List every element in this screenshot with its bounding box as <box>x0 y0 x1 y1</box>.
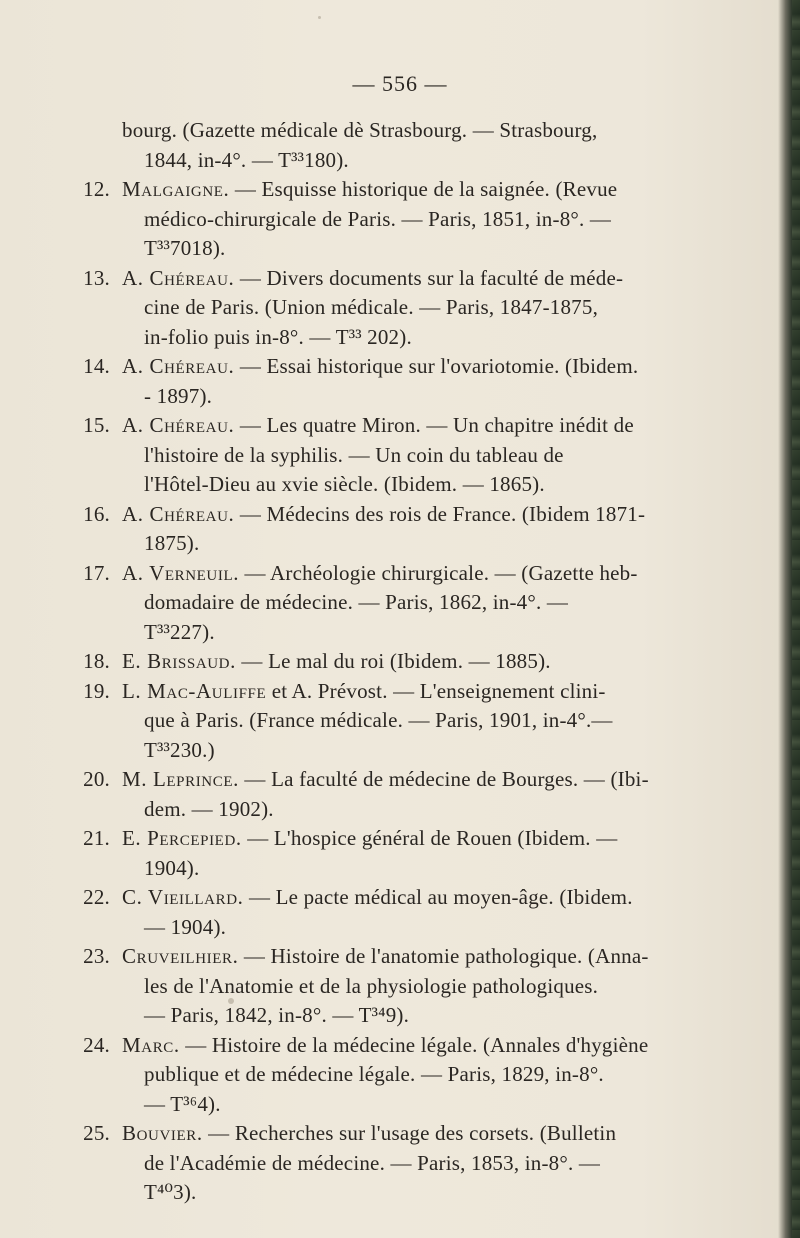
entry-line: bourg. (Gazette médicale dè Strasbourg. — Strasbourg, <box>122 118 598 142</box>
bibliography-entry <box>58 765 728 824</box>
entry-author: Bouvier. <box>122 1121 203 1145</box>
entry-author: Cruveilhier. <box>122 944 239 968</box>
entry-title: et A. Prévost. — L'enseignement clini- <box>271 678 606 703</box>
entry-title: — Les quatre Miron. — Un chapitre inédit de <box>239 413 634 437</box>
bibliography-entry <box>58 559 728 648</box>
entry-number: 18. <box>83 649 110 673</box>
entry-author: M. Leprince. <box>122 767 239 791</box>
entry-title: — L'hospice général de Rouen (Ibidem. — <box>247 826 618 850</box>
entry-line <box>122 765 728 795</box>
entry-line: les de l'Anatomie et de la physiologie pathologiques. <box>144 973 599 998</box>
entry-number: 14. <box>83 354 110 378</box>
entry-line <box>122 942 728 972</box>
entry-author: A. Chéreau. <box>122 501 235 526</box>
entry-author: E. Percepied. <box>122 826 242 850</box>
entry-line: publique et de médecine légale. — Paris, 1829, in-8°. <box>144 1062 604 1086</box>
entry-number: 15. <box>83 413 110 437</box>
entry-number: 17. <box>83 560 110 585</box>
entry-line: l'Hôtel-Dieu au xvie siècle. (Ibidem. — 1865). <box>144 472 545 496</box>
entry-number: 19. <box>83 678 110 703</box>
entry-line: que à Paris. (France médicale. — Paris, 1901, in-4°.— <box>144 708 613 732</box>
entry-line: domadaire de médecine. — Paris, 1862, in-4°. — <box>144 590 569 614</box>
continued-entry <box>58 116 728 175</box>
bibliography-entry <box>58 824 728 883</box>
entry-line: 1844, in-4°. — T³³180). <box>144 147 349 172</box>
entry-line: — Paris, 1842, in-8°. — T³⁴9). <box>144 1003 410 1027</box>
entry-line: in-folio puis in-8°. — T³³ 202). <box>144 324 412 349</box>
entry-number: 20. <box>83 767 110 791</box>
entry-title: — Archéologie chirurgicale. — (Gazette heb- <box>244 560 638 585</box>
entry-line <box>122 175 728 205</box>
entry-author: A. Chéreau. <box>122 265 235 290</box>
entry-title: — Histoire de la médecine légale. (Annales d'hygiène <box>185 1032 649 1057</box>
paper-speck <box>318 16 321 19</box>
entry-line: T³³7018). <box>144 236 226 260</box>
entry-line <box>122 411 728 441</box>
entry-line: médico-chirurgicale de Paris. — Paris, 1851, in-8°. — <box>144 206 612 231</box>
entry-number: 22. <box>83 885 110 909</box>
entry-line <box>122 1119 728 1149</box>
entry-title: — Esquisse historique de la saignée. (Revue <box>234 177 618 201</box>
entry-line: — 1904). <box>144 914 227 939</box>
entry-author: E. Brissaud. <box>122 649 236 673</box>
entry-title: — Essai historique sur l'ovariotomie. (Ibidem. <box>239 354 639 378</box>
entry-author: C. Vieillard. <box>122 885 244 909</box>
bibliography-entry <box>58 647 728 677</box>
entry-title: — Recherches sur l'usage des corsets. (Bulletin <box>208 1121 617 1145</box>
entry-line: dem. — 1902). <box>144 796 274 821</box>
entry-line <box>122 883 728 913</box>
entry-title: — Le pacte médical au moyen-âge. (Ibidem. <box>248 885 633 909</box>
entry-number: 21. <box>83 826 110 850</box>
entry-line: 1904). <box>144 855 200 880</box>
bibliography-entry <box>58 1119 728 1208</box>
entry-line <box>122 677 728 707</box>
page-number: — 556 — <box>352 71 448 96</box>
entry-line: l'histoire de la syphilis. — Un coin du tableau de <box>144 442 564 467</box>
entry-number: 13. <box>83 265 110 290</box>
entry-number: 16. <box>83 501 110 526</box>
entry-number: 12. <box>83 177 110 201</box>
bibliography-entry <box>58 411 728 500</box>
entry-title: — Médecins des rois de France. (Ibidem 1871- <box>239 501 646 526</box>
entry-line: - 1897). <box>144 383 213 408</box>
bibliography-entry <box>58 677 728 766</box>
entry-line <box>122 647 728 677</box>
entry-author: Malgaigne. <box>122 177 230 201</box>
entry-line: 1875). <box>144 531 200 555</box>
entry-title: — Divers documents sur la faculté de méde- <box>239 265 624 290</box>
entry-author: A. Chéreau. <box>122 354 235 378</box>
bibliography-list <box>58 116 728 1208</box>
entry-line: cine de Paris. (Union médicale. — Paris, 1847-1875, <box>144 295 599 319</box>
entry-author: Marc. <box>122 1032 180 1057</box>
bibliography-entry <box>58 264 728 353</box>
bibliography-entry <box>58 1031 728 1120</box>
bibliography-entry <box>58 942 728 1031</box>
entry-author: L. Mac-Auliffe <box>122 678 267 703</box>
entry-author: A. Verneuil. <box>122 560 240 585</box>
entry-line: T⁴⁰3). <box>144 1180 197 1204</box>
entries-container <box>58 175 728 1208</box>
entry-number: 24. <box>83 1032 110 1057</box>
entry-line <box>122 1031 728 1061</box>
entry-line <box>122 559 728 589</box>
entry-number: 25. <box>83 1121 110 1145</box>
bibliography-entry <box>58 500 728 559</box>
bibliography-entry <box>58 352 728 411</box>
entry-line <box>122 352 728 382</box>
entry-line <box>122 824 728 854</box>
entry-line <box>122 264 728 294</box>
entry-title: — Histoire de l'anatomie pathologique. (Anna- <box>243 944 649 968</box>
entry-title: — Le mal du roi (Ibidem. — 1885). <box>241 649 551 673</box>
entry-line <box>122 500 728 530</box>
page-binding-shadow <box>792 0 800 1238</box>
entry-title: — La faculté de médecine de Bourges. — (Ibi- <box>244 767 649 791</box>
entry-number: 23. <box>83 944 110 968</box>
entry-line: T³³227). <box>144 619 215 644</box>
entry-author: A. Chéreau. <box>122 413 235 437</box>
entry-line: — T³⁶4). <box>144 1091 221 1116</box>
entry-line: T³³230.) <box>144 737 215 762</box>
bibliography-entry <box>58 175 728 264</box>
bibliography-entry <box>58 883 728 942</box>
entry-line: de l'Académie de médecine. — Paris, 1853, in-8°. — <box>144 1150 601 1175</box>
